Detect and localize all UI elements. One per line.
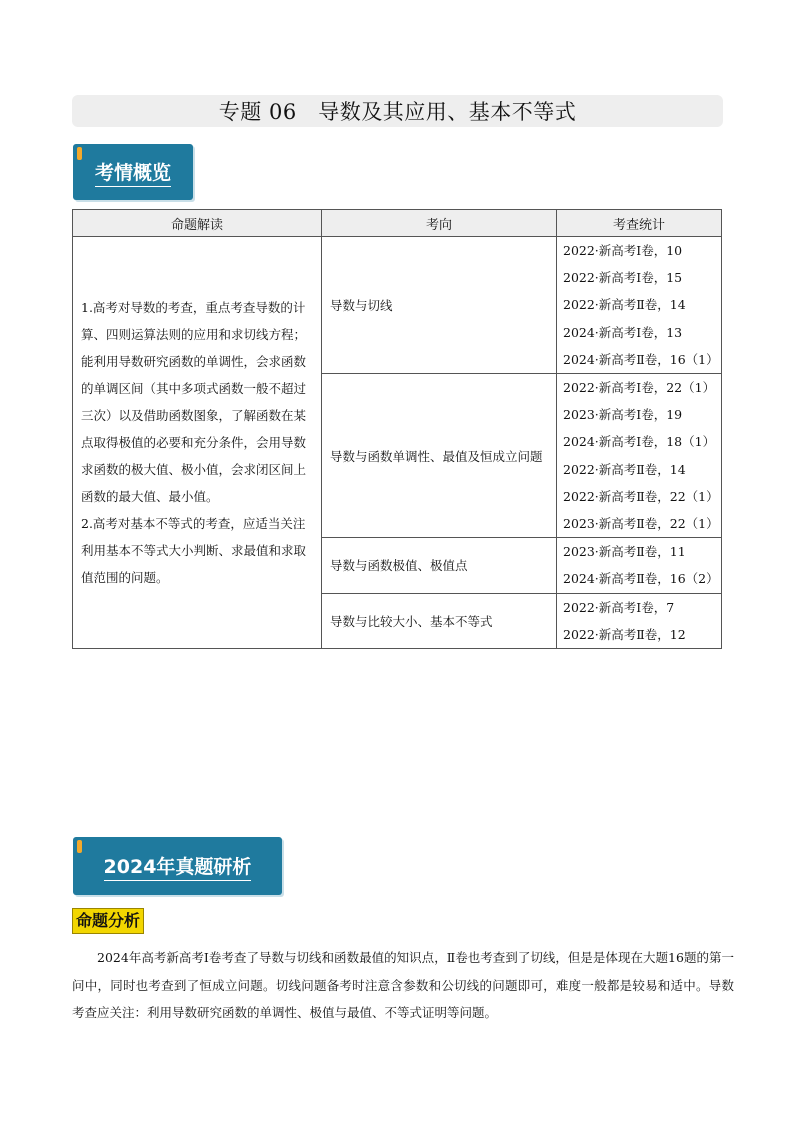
overview-table [72, 209, 722, 649]
page-title-bar [72, 95, 723, 127]
stat-item: 2022·新高考Ⅰ卷，7 [563, 599, 675, 615]
stats-cell [557, 374, 722, 538]
stat-item: 2024·新高考Ⅰ卷，13 [563, 324, 683, 340]
table-header-row [73, 210, 722, 237]
topic-cell: 导数与比较大小、基本不等式 [322, 593, 557, 648]
page-title: 专题 06 导数及其应用、基本不等式 [218, 100, 577, 124]
stat-item: 2023·新高考Ⅱ卷，11 [563, 544, 686, 560]
topic-cell: 导数与函数单调性、最值及恒成立问题 [322, 374, 557, 538]
section-heading: 命题分析 [72, 908, 144, 934]
stat-item: 2022·新高考Ⅰ卷，10 [563, 243, 683, 258]
stats-cell [557, 593, 722, 648]
stat-item: 2022·新高考Ⅱ卷，14 [563, 297, 686, 313]
table-row [73, 237, 722, 374]
header-statistics: 考查统计 [557, 210, 722, 237]
stat-item: 2024·新高考Ⅱ卷，16（1） [563, 351, 719, 367]
research-badge-label: 2024年真题研析 [104, 852, 252, 881]
stat-item: 2022·新高考Ⅱ卷，12 [563, 626, 686, 642]
overview-badge [73, 144, 193, 200]
header-direction: 考向 [322, 210, 557, 237]
stat-item: 2022·新高考Ⅰ卷，15 [563, 270, 683, 286]
overview-badge-label: 考情概览 [95, 158, 171, 187]
interpretation-paragraph: 1.高考对导数的考查，重点考查导数的计算、四则运算法则的应用和求切线方程；能利用导数研究函数的单调性，会求函数的单调区间（其中多项式函数一般不超过三次）以及借助函数图象，了解函数在某点取得极值的必要和充分条件，会用导数求函数的极大值、极小值，会求闭区间上函数的最大值、最小值。 [81, 300, 307, 505]
stats-cell [557, 538, 722, 593]
stat-item: 2022·新高考Ⅱ卷，14 [563, 461, 686, 477]
stat-item: 2022·新高考Ⅰ卷，22（1） [563, 380, 716, 396]
stat-item: 2022·新高考Ⅱ卷，22（1） [563, 488, 719, 504]
stat-item: 2024·新高考Ⅱ卷，16（2） [563, 571, 719, 587]
stat-item: 2024·新高考Ⅰ卷，18（1） [563, 434, 716, 450]
header-interpretation: 命题解读 [73, 210, 322, 237]
research-badge [73, 837, 282, 895]
topic-cell: 导数与切线 [322, 237, 557, 374]
stat-item: 2023·新高考Ⅱ卷，22（1） [563, 516, 719, 532]
stat-item: 2023·新高考Ⅰ卷，19 [563, 407, 683, 423]
stats-cell [557, 237, 722, 374]
analysis-paragraph: 2024年高考新高考Ⅰ卷考查了导数与切线和函数最值的知识点，Ⅱ卷也考查到了切线，但是是体现在大题16题的第一问中，同时也考查到了恒成立问题。切线问题备考时注意含参数和公切线的问题即可，难度一般都是较易和适中。导数考查应关注：利用导数研究函数的单调性、极值与最值、不等式证明等问题。 [72, 950, 734, 1020]
interpretation-cell [73, 237, 322, 649]
interpretation-paragraph: 2.高考对基本不等式的考查，应适当关注利用基本不等式大小判断、求最值和求取值范围的问题。 [81, 516, 307, 586]
topic-cell: 导数与函数极值、极值点 [322, 538, 557, 593]
